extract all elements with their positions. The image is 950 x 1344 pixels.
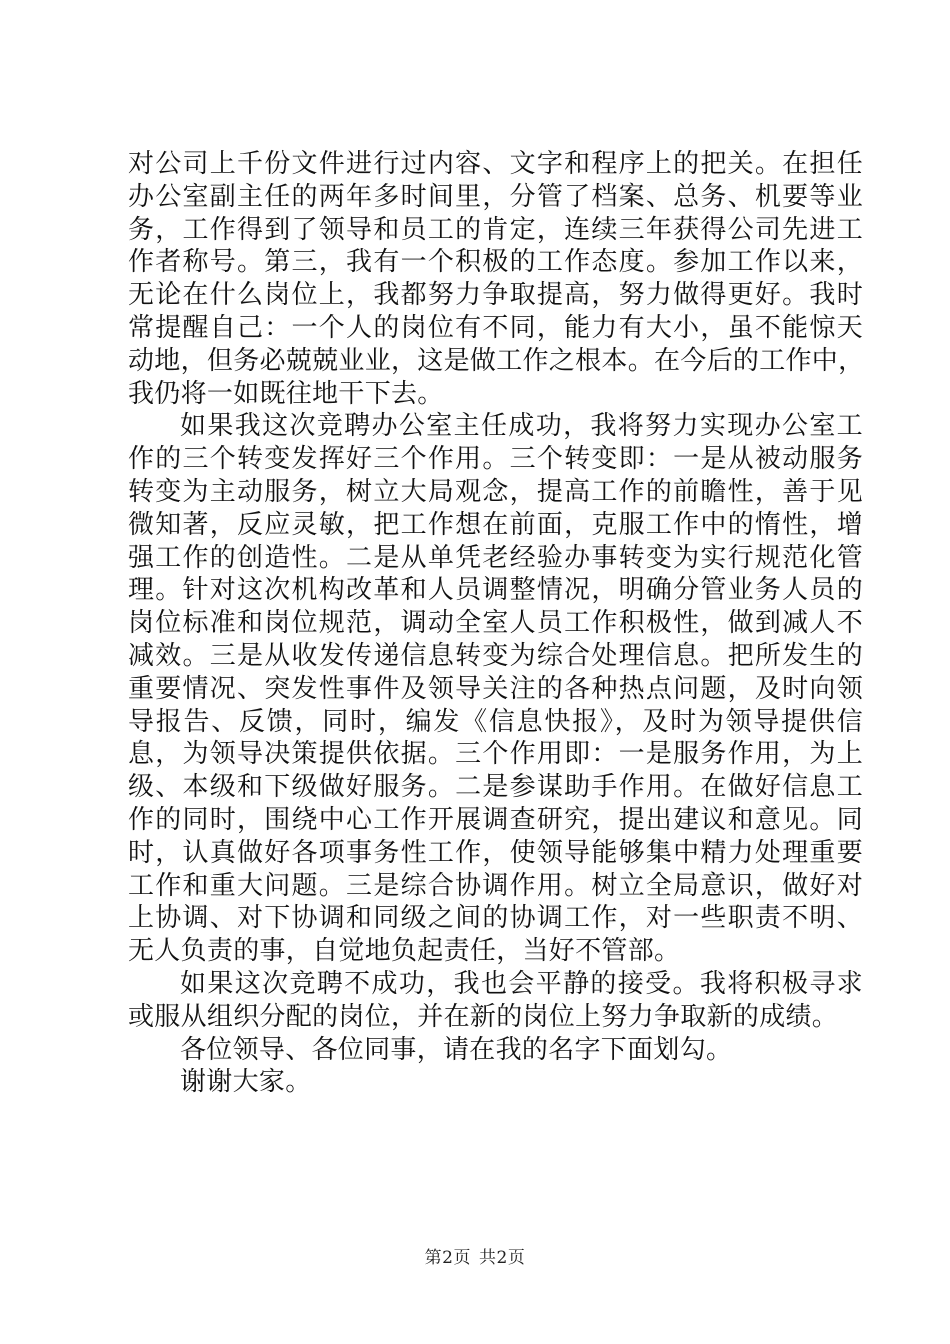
text-line: 务，工作得到了领导和员工的肯定，连续三年获得公司先进工 xyxy=(128,214,863,245)
page-total: 共2页 xyxy=(479,1248,526,1268)
document-body xyxy=(128,148,863,1099)
text-line: 理。针对这次机构改革和人员调整情况，明确分管业务人员的 xyxy=(128,575,863,606)
text-line: 强工作的创造性。二是从单凭老经验办事转变为实行规范化管 xyxy=(128,542,863,573)
text-line: 岗位标准和岗位规范，调动全室人员工作积极性，做到减人不 xyxy=(128,608,863,639)
text-line: 各位领导、各位同事，请在我的名字下面划勾。 xyxy=(180,1034,733,1065)
text-line: 减效。三是从收发传递信息转变为综合处理信息。把所发生的 xyxy=(128,640,863,671)
text-line: 无人负责的事，自觉地负起责任，当好不管部。 xyxy=(128,936,681,967)
text-line: 如果这次竞聘不成功，我也会平静的接受。我将积极寻求 xyxy=(180,968,863,999)
text-line: 如果我这次竞聘办公室主任成功，我将努力实现办公室工 xyxy=(180,411,863,442)
page-number: 第2页 xyxy=(424,1248,471,1268)
text-line: 动地，但务必兢兢业业，这是做工作之根本。在今后的工作中， xyxy=(128,345,865,376)
text-line: 作的同时，围绕中心工作开展调查研究，提出建议和意见。同 xyxy=(128,804,863,835)
text-line: 重要情况、突发性事件及领导关注的各种热点问题，及时向领 xyxy=(128,673,863,704)
text-line: 对公司上千份文件进行过内容、文字和程序上的把关。在担任 xyxy=(128,149,863,179)
text-line: 时，认真做好各项事务性工作，使领导能够集中精力处理重要 xyxy=(128,837,863,868)
text-line: 息，为领导决策提供依据。三个作用即：一是服务作用，为上 xyxy=(128,739,863,770)
text-line: 常提醒自己：一个人的岗位有不同，能力有大小，虽不能惊天 xyxy=(128,312,863,343)
text-line: 级、本级和下级做好服务。二是参谋助手作用。在做好信息工 xyxy=(128,772,863,803)
text-line: 或服从组织分配的岗位，并在新的岗位上努力争取新的成绩。 xyxy=(128,1001,839,1032)
text-line: 我仍将一如既往地干下去。 xyxy=(128,378,444,409)
text-line: 转变为主动服务，树立大局观念，提高工作的前瞻性，善于见 xyxy=(128,476,863,507)
text-line: 办公室副主任的两年多时间里，分管了档案、总务、机要等业 xyxy=(128,181,863,212)
text-line: 导报告、反馈，同时，编发《信息快报》，及时为领导提供信 xyxy=(128,706,863,737)
text-line: 作的三个转变发挥好三个作用。三个转变即：一是从被动服务 xyxy=(128,444,863,475)
text-line: 谢谢大家。 xyxy=(180,1067,312,1098)
text-line: 上协调、对下协调和同级之间的协调工作，对一些职责不明、 xyxy=(128,903,863,934)
text-line: 微知著，反应灵敏，把工作想在前面，克服工作中的惰性，增 xyxy=(128,509,863,540)
page-footer xyxy=(0,1243,950,1268)
text-line: 无论在什么岗位上，我都努力争取提高，努力做得更好。我时 xyxy=(128,280,863,311)
text-line: 工作和重大问题。三是综合协调作用。树立全局意识，做好对 xyxy=(128,870,863,901)
text-line: 作者称号。第三，我有一个积极的工作态度。参加工作以来， xyxy=(128,247,863,278)
